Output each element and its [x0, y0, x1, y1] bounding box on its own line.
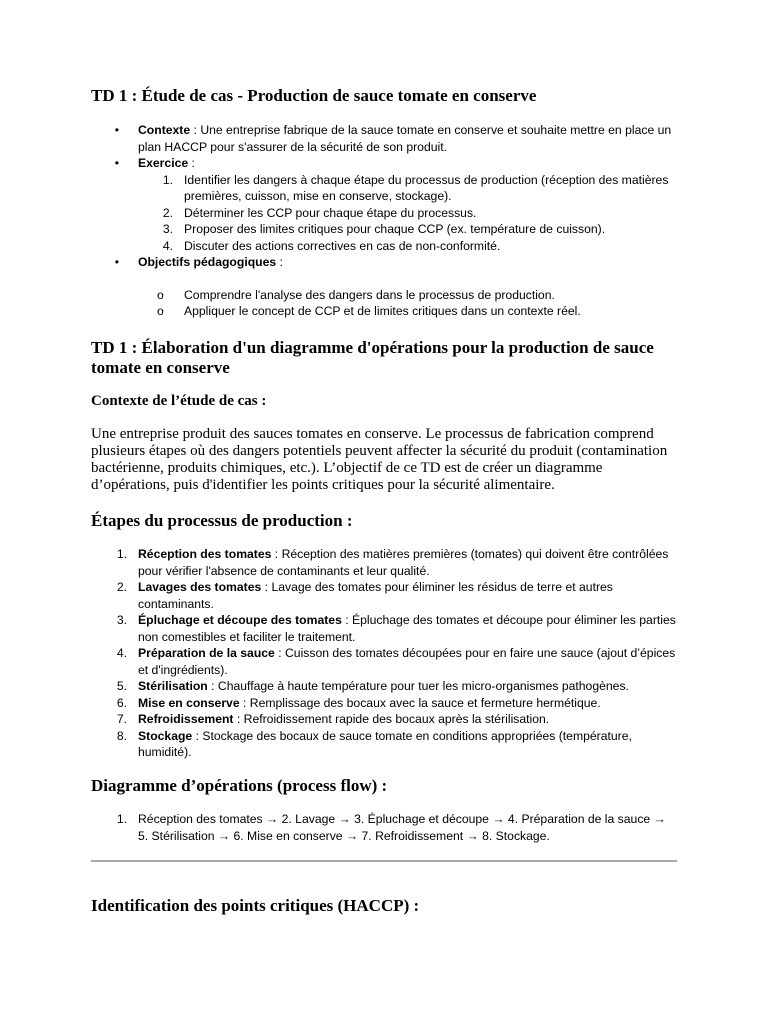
process-flow-text: Réception des tomates → 2. Lavage → 3. Épluchage et découpe → 4. Préparation de la sauce → 5. Stérilisation → 6. Mise en conserve → 7. Refroidissement → 8. Stockage. — [138, 812, 666, 843]
bullet-exercice — [91, 155, 677, 172]
bullet-text: : Une entreprise fabrique de la sauce tomate en conserve et souhaite mettre en place un plan HACCP pour s'assurer de la sécurité de son produit. — [138, 123, 672, 154]
step-label: Lavages des tomates — [138, 580, 262, 594]
context-paragraph: Une entreprise produit des sauces tomates en conserve. Le processus de fabrication comprend plusieurs étapes où des dangers potentiels peuvent affecter la sécurité du produit (contamination bactérienne, produits chimiques, etc.). L’objectif de ce TD est de créer un diagramme d’opérations, puis d'identifier les points critiques pour la sécurité alimentaire. — [91, 426, 668, 493]
step-number: 5. — [116, 679, 127, 693]
bullet-text: : — [276, 255, 283, 269]
context-heading: Contexte de l’étude de cas : — [91, 393, 267, 409]
step-number: 1. — [162, 172, 173, 187]
sub-bullet-marker: o — [157, 287, 164, 302]
haccp-heading: Identification des points critiques (HACCP) : — [91, 896, 420, 915]
step-number: 1. — [116, 812, 127, 826]
step-label: Préparation de la sauce — [138, 646, 275, 660]
bullet-text: : — [188, 156, 195, 170]
section1-title: TD 1 : Étude de cas - Production de sauce tomate en conserve — [91, 86, 537, 105]
exercise-step-text: Discuter des actions correctives en cas de non-conformité. — [184, 238, 501, 253]
bullet-label: Exercice — [138, 156, 189, 170]
horizontal-divider — [91, 860, 677, 862]
process-flow-list — [91, 811, 677, 844]
step-label: Stockage — [138, 728, 193, 743]
step-label: Stérilisation — [138, 679, 208, 693]
production-step — [91, 645, 677, 678]
production-step — [91, 695, 677, 712]
bullet-label: Contexte — [138, 123, 191, 137]
step-label: Épluchage et découpe des tomates — [138, 613, 342, 627]
step-number: 8. — [116, 728, 127, 743]
exercise-steps-list — [91, 172, 677, 255]
step-label: Refroidissement — [138, 712, 234, 726]
step-text: : Lavage des tomates pour éliminer les résidus de terre et autres contaminants. — [138, 580, 613, 611]
objective-text: Comprendre l'analyse des dangers dans le processus de production. — [184, 287, 555, 302]
step-text: : Chauffage à haute température pour tuer les micro-organismes pathogènes. — [207, 679, 629, 693]
exercise-step-text: Identifier les dangers à chaque étape du processus de production (réception des matières premières, cuisson, mise en conserve, stockage). — [184, 172, 669, 203]
exercise-step — [91, 221, 677, 238]
bullet-contexte — [91, 122, 677, 155]
bullet-marker: • — [114, 255, 119, 269]
step-number: 6. — [116, 695, 127, 710]
steps-heading: Étapes du processus de production : — [91, 511, 353, 530]
step-text: : Remplissage des bocaux avec la sauce et fermeture hermétique. — [239, 695, 601, 710]
bullet-label: Objectifs pédagogiques — [138, 255, 277, 269]
production-step — [91, 612, 677, 645]
section1-bullet-list — [91, 122, 677, 320]
exercise-step — [91, 172, 677, 205]
bullet-objectifs — [91, 254, 677, 271]
diagram-heading: Diagramme d’opérations (process flow) : — [91, 776, 388, 795]
production-steps-list — [91, 546, 677, 761]
bullet-marker: • — [114, 156, 119, 170]
production-step — [91, 711, 677, 728]
step-text: : Épluchage des tomates et découpe pour éliminer les parties non comestibles et faciliter le traitement. — [138, 613, 676, 644]
step-number: 4. — [116, 646, 127, 660]
production-step — [91, 678, 677, 695]
step-text: : Stockage des bocaux de sauce tomate en conditions appropriées (température, humidité). — [138, 728, 632, 759]
step-label: Réception des tomates — [138, 547, 272, 561]
step-text: : Refroidissement rapide des bocaux après la stérilisation. — [233, 712, 550, 726]
step-label: Mise en conserve — [138, 695, 240, 710]
step-number: 7. — [116, 712, 127, 726]
step-text: : Réception des matières premières (tomates) qui doivent être contrôlées pour vérifier l'absence de contaminants et leur qualité. — [138, 547, 669, 578]
section2-title: TD 1 : Élaboration d'un diagramme d'opérations pour la production de sauce tomate en conserve — [91, 338, 654, 377]
step-number: 2. — [116, 580, 127, 594]
step-number: 4. — [162, 238, 173, 253]
step-number: 3. — [116, 613, 127, 627]
exercise-step-text: Proposer des limites critiques pour chaque CCP (ex. température de cuisson). — [184, 222, 606, 236]
sub-bullet-marker: o — [157, 304, 164, 318]
objective-item — [91, 287, 677, 304]
objective-item — [91, 303, 677, 320]
bullet-marker: • — [114, 123, 119, 137]
process-flow-item — [91, 811, 677, 844]
step-number: 1. — [116, 547, 127, 561]
step-text: : Cuisson des tomates découpées pour en faire une sauce (ajout d’épices et d'ingrédients). — [138, 646, 676, 677]
production-step — [91, 728, 677, 761]
objectives-list — [91, 287, 677, 320]
step-number: 2. — [162, 205, 173, 220]
production-step — [91, 579, 677, 612]
objective-text: Appliquer le concept de CCP et de limites critiques dans un contexte réel. — [184, 304, 581, 318]
exercise-step — [91, 205, 677, 222]
step-number: 3. — [162, 222, 173, 236]
production-step — [91, 546, 677, 579]
exercise-step-text: Déterminer les CCP pour chaque étape du processus. — [184, 205, 477, 220]
exercise-step — [91, 238, 677, 255]
